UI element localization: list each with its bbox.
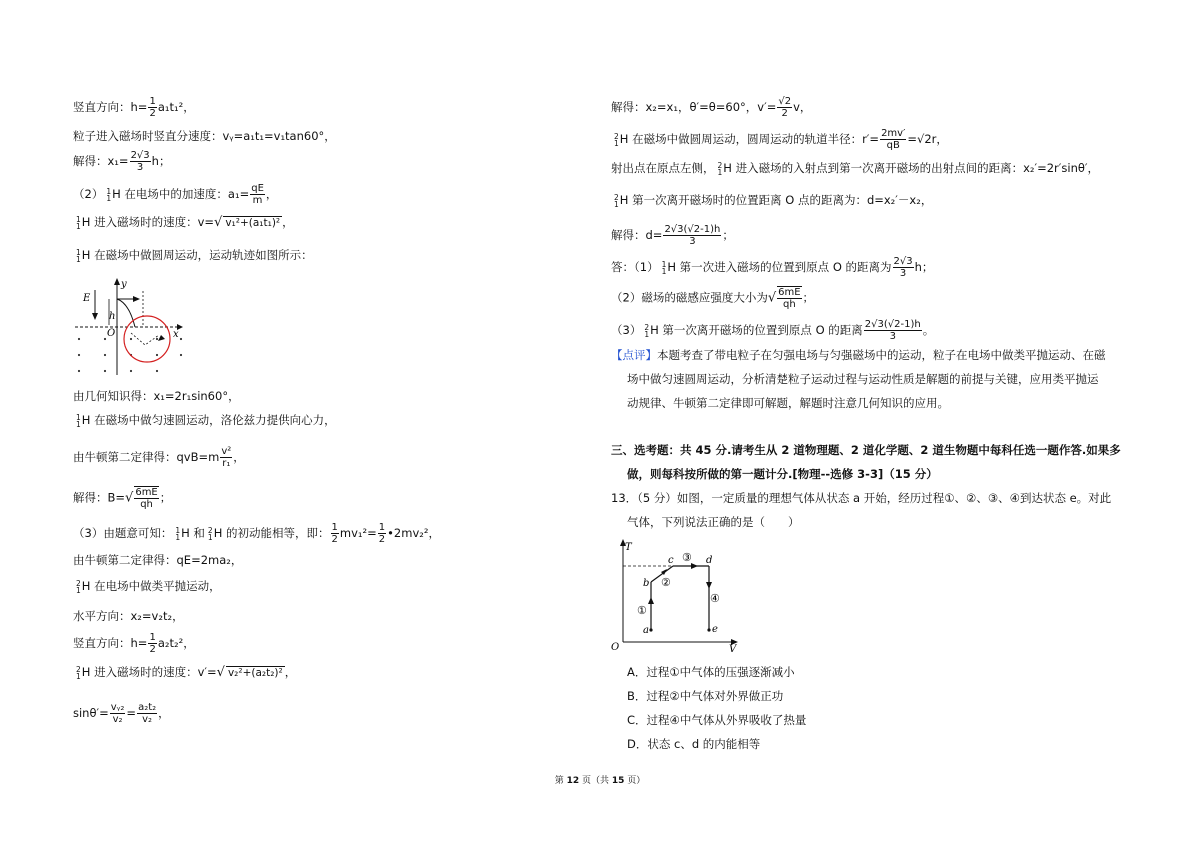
fraction: $\frac{\text{vᵧ₂}}{\text{v₂}}$ (110, 702, 125, 725)
option-a: A．过程①中气体的压强逐渐减小 (627, 665, 795, 679)
fraction: $\frac{2√3}{3}$ (130, 150, 150, 173)
isotope-notation: 2 1 (207, 525, 213, 542)
isotope-notation: 2 1 (614, 131, 619, 148)
svg-text:d: d (706, 555, 713, 566)
svg-text:②: ② (661, 576, 671, 589)
comment-line-2: 场中做匀速圆周运动，分析清楚粒子运动过程与运动性质是解题的前提与关键，应用类平抛运 (627, 372, 1099, 386)
left-line-projectile: 2 1 H 在电场中做类平抛运动， (76, 578, 221, 595)
comment-tag: 【点评】 (611, 348, 657, 362)
svg-text:y: y (121, 279, 127, 290)
left-line-solve-b: 解得：B=√ $\frac{6mE}{qh}$ ； (73, 487, 172, 510)
svg-text:x: x (173, 329, 179, 340)
left-line-vertical-direction: 竖直方向：h= $\frac{1}{2}$ a₁t₁²， (73, 96, 195, 119)
fraction: $\frac{1}{2}$ (149, 632, 156, 655)
fraction: $\frac{2mv'}{qB}$ (881, 128, 906, 151)
fraction: $\frac{2√3}{3}$ (893, 256, 913, 279)
field-e-arrow-icon (92, 313, 98, 320)
radius-lines (131, 333, 159, 345)
svg-text:④: ④ (710, 592, 720, 605)
comment-line-1: 【点评】本题考查了带电粒子在匀强电场与匀强磁场中的运动，粒子在电场中做类平抛运动、在磁 (611, 348, 1106, 362)
svg-text:e: e (712, 624, 718, 635)
svg-text:O: O (611, 642, 620, 653)
section-heading-2: 做，则每科按所做的第一题计分.[物理--选修 3-3]（15 分） (627, 467, 938, 481)
left-line-sin-theta: sinθ′= $\frac{\text{vᵧ₂}}{\text{v₂}}$ = $\frac{\text{a₂t₂}}{\text{v₂}}$ ， (73, 702, 170, 725)
isotope-notation: 1 1 (106, 186, 112, 203)
page-footer: 第 12 页（共 15 页） (554, 776, 646, 786)
page-total: 15 (611, 776, 625, 786)
right-line-answer-3: （3） 2 1 H 第一次离开磁场的位置到原点 O 的距离 $\frac{2√3(√2-1)h}{3}$ 。 (611, 319, 935, 342)
section-heading-1: 三、选考题：共 45 分.请考生从 2 道物理题、2 道化学题、2 道生物题中每科任选一题作答.如果多 (611, 443, 1121, 457)
state-e-dot (707, 628, 710, 631)
initial-velocity-arrow-icon (133, 296, 140, 302)
right-line-solve-d: 解得：d= $\frac{2√3(√2-1)h}{3}$ ； (611, 224, 734, 247)
svg-text:b: b (643, 578, 650, 589)
left-line-acceleration: （2） 1 1 H 在电场中的加速度：a₁= $\frac{qE}{m}$ ， (73, 183, 278, 206)
right-line-distance: 2 1 H 第一次离开磁场时的位置距离 O 点的距离为：d=x₂′－x₂， (614, 192, 933, 209)
left-line-horizontal: 水平方向：x₂=v₂t₂， (73, 609, 184, 623)
radical-fraction: $\frac{6mE}{qh}$ (135, 487, 158, 510)
isotope-notation: 1 1 (76, 247, 81, 264)
fraction: $\frac{√2}{2}$ (778, 96, 792, 119)
svg-text:h: h (109, 311, 116, 322)
tv-graph (609, 536, 744, 654)
exit-arrow-icon (158, 335, 165, 341)
svg-text:①: ① (637, 604, 647, 617)
left-line-geometry: 由几何知识得：x₁=2r₁sin60°， (73, 389, 240, 403)
process-3-arrow-icon (691, 563, 698, 569)
left-line-lorentz: 1 1 H 在磁场中做匀速圆运动，洛伦兹力提供向心力， (76, 412, 336, 429)
svg-text:V: V (729, 644, 737, 654)
process-4-arrow-icon (706, 582, 712, 589)
left-line-newton-2: 由牛顿第二定律得：qE=2ma₂， (73, 553, 243, 567)
radical: v₂²+(a₂t₂)² (227, 667, 283, 679)
radical-fraction: $\frac{6mE}{qh}$ (778, 287, 801, 310)
left-line-kinetic-energy: （3）由题意可知： 1 1 H 和 2 1 H 的初动能相等，即： $\frac{1}{2}$ mv₁²= $\frac{1}{2}$ •2mv₂²， (73, 522, 440, 545)
svg-text:c: c (668, 555, 674, 566)
isotope-notation: 1 1 (661, 259, 667, 276)
process-1-arrow-icon (648, 597, 654, 604)
svg-text:E: E (83, 293, 91, 304)
fraction: $\frac{2√3(√2-1)h}{3}$ (864, 319, 921, 342)
fraction: $\frac{qE}{m}$ (251, 183, 264, 206)
radical: v₁²+(a₁t₁)² (225, 217, 281, 229)
fraction: $\frac{\text{v²}}{\text{r₁}}$ (221, 446, 232, 469)
isotope-notation: 2 1 (76, 664, 81, 681)
left-line-solve-x1: 解得：x₁= $\frac{2√3}{3}$ h； (73, 150, 171, 173)
left-line-newton-1: 由牛顿第二定律得：qvB=m $\frac{\text{v²}}{\text{r₁}}$ ， (73, 446, 245, 469)
question-line-2: 气体，下列说法正确的是（ ） (627, 515, 800, 529)
isotope-notation: 1 1 (175, 525, 181, 542)
left-line-vertical-2: 竖直方向：h= $\frac{1}{2}$ a₂t₂²， (73, 632, 195, 655)
state-a-dot (649, 628, 652, 631)
fraction: $\frac{1}{2}$ (149, 96, 156, 119)
option-b: B．过程②中气体对外界做正功 (627, 689, 784, 703)
isotope-notation: 2 1 (717, 160, 723, 177)
isotope-notation: 1 1 (76, 412, 81, 429)
option-d: D．状态 c、d 的内能相等 (627, 737, 761, 751)
right-line-exit-point: 射出点在原点左侧， 2 1 H 进入磁场的入射点到第一次离开磁场的出射点间的距离：x₂′=2r′sinθ′， (611, 160, 1100, 177)
svg-text:③: ③ (682, 551, 692, 564)
svg-text:a: a (643, 625, 649, 636)
isotope-notation: 2 1 (76, 578, 81, 595)
left-line-circular-motion: 1 1 H 在磁场中做圆周运动，运动轨迹如图所示： (76, 247, 313, 264)
left-line-entry-velocity-2: 2 1 H 进入磁场时的速度：v′=√ v₂²+(a₂t₂)² ， (76, 664, 297, 681)
trajectory-figure (73, 275, 188, 380)
fraction: $\frac{2√3(√2-1)h}{3}$ (664, 224, 721, 247)
right-line-answer-2: （2）磁场的磁感应强度大小为√ $\frac{6mE}{qh}$ ； (611, 287, 815, 310)
right-line-solve-x2: 解得：x₂=x₁，θ′=θ=60°，v′= $\frac{√2}{2}$ v， (611, 96, 812, 119)
isotope-notation: 2 1 (644, 322, 650, 339)
question-line-1: 13．（5 分）如图，一定质量的理想气体从状态 a 开始，经历过程①、②、③、④到达状态 e。对此 (611, 491, 1112, 505)
right-line-answer-1: 答：（1） 1 1 H 第一次进入磁场的位置到原点 O 的距离为 $\frac{2√3}{3}$ h； (611, 256, 934, 279)
fraction: $\frac{\text{a₂t₂}}{\text{v₂}}$ (138, 702, 157, 725)
left-line-vertical-velocity: 粒子进入磁场时竖直分速度：vᵧ=a₁t₁=v₁tan60°， (73, 129, 336, 143)
isotope-notation: 1 1 (76, 214, 81, 231)
comment-line-3: 动规律、牛顿第二定律即可解题，解题时注意几何知识的应用。 (627, 396, 949, 410)
svg-text:O: O (107, 328, 116, 339)
left-line-entry-velocity: 1 1 H 进入磁场时的速度：v=√ v₁²+(a₁t₁)² ， (76, 214, 294, 231)
page-number: 12 (566, 776, 580, 786)
right-line-radius: 2 1 H 在磁场中做圆周运动，圆周运动的轨道半径：r′= $\frac{2mv'}{qB}$ =√2r， (614, 128, 948, 151)
option-c: C．过程④中气体从外界吸收了热量 (627, 713, 807, 727)
fraction: $\frac{1}{2}$ (378, 522, 386, 545)
isotope-notation: 2 1 (614, 192, 619, 209)
fraction: $\frac{1}{2}$ (331, 522, 338, 545)
y-axis-arrow-icon (114, 278, 120, 285)
svg-text:T: T (625, 542, 632, 553)
parabolic-path (117, 299, 135, 327)
